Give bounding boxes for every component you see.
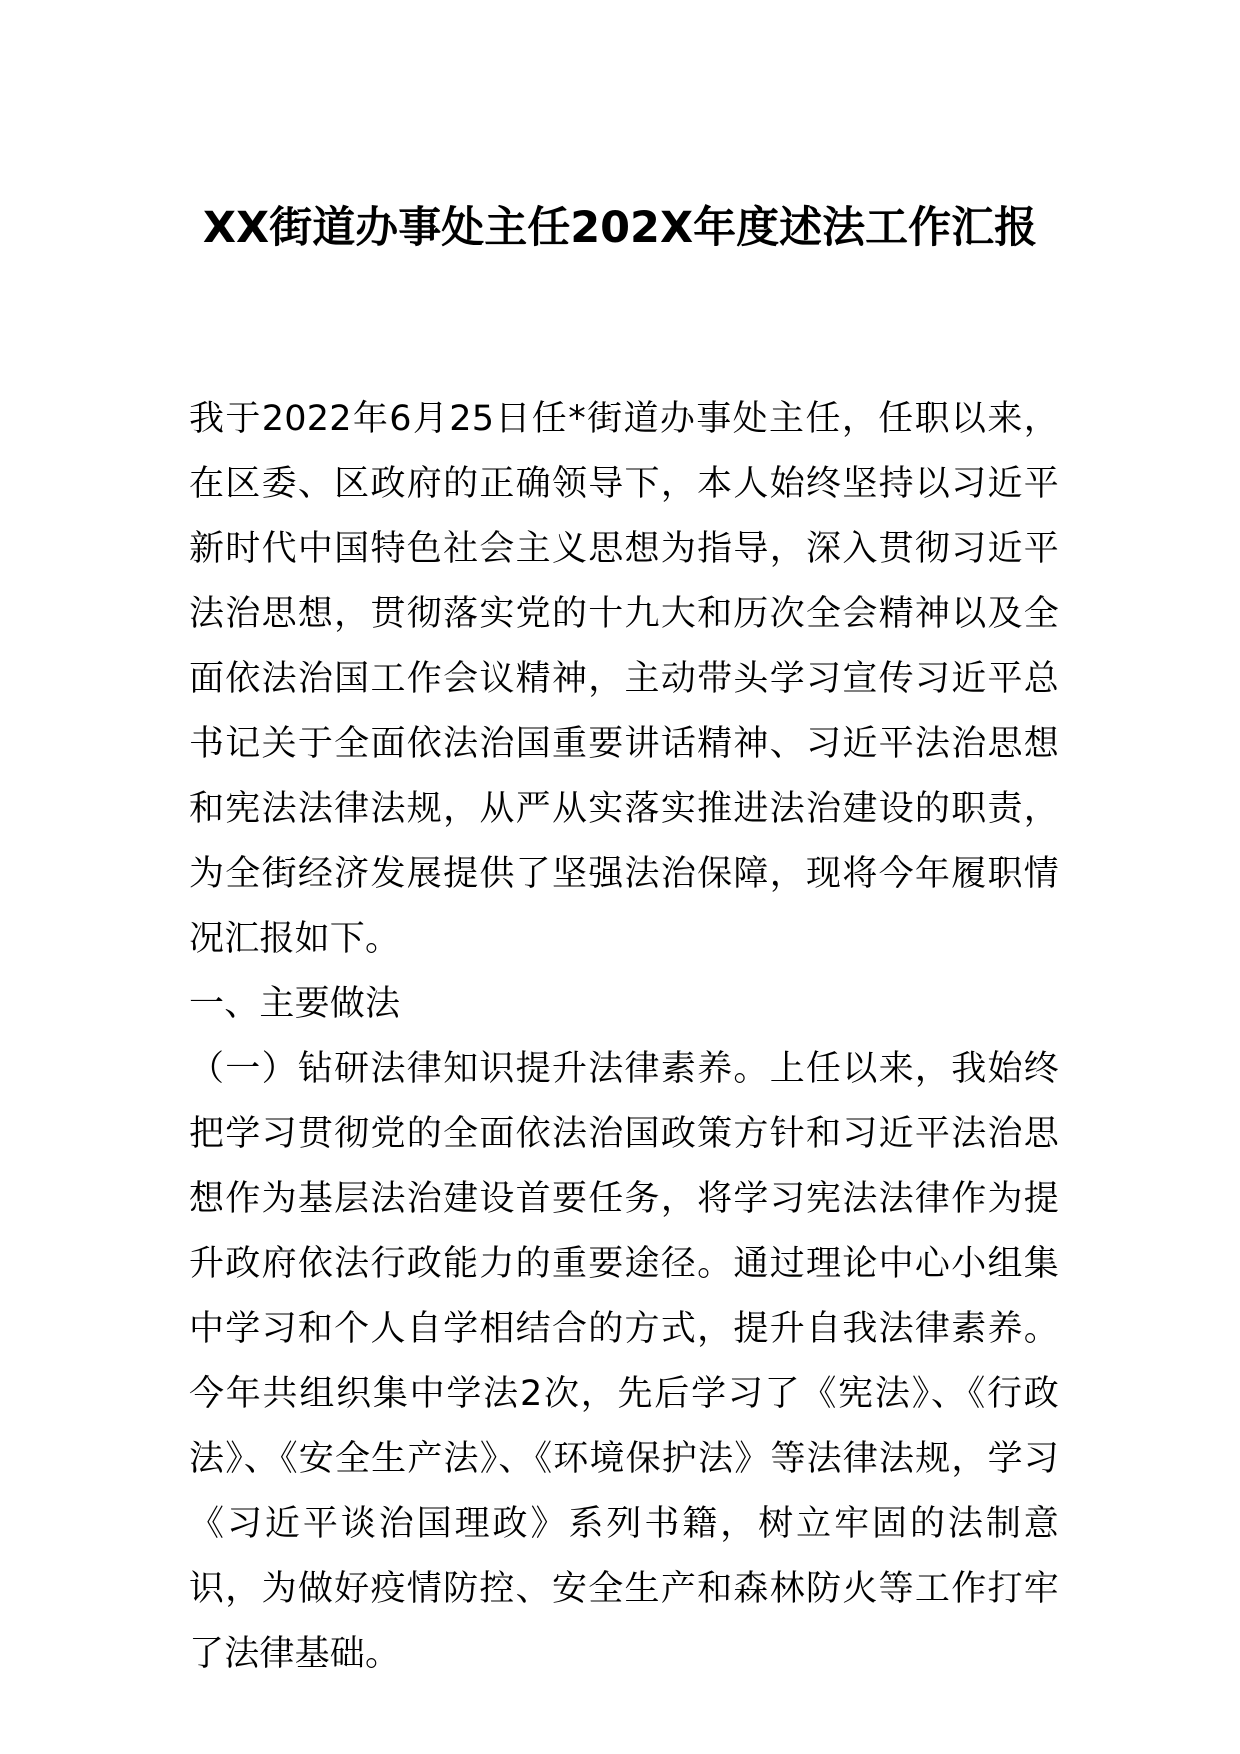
- subsection-paragraph: （一）钻研法律知识提升法律素养。上任以来，我始终把学习贯彻党的全面依法治国政策方针和习近平法治思想作为基层法治建设首要任务，将学习宪法法律作为提升政府依法行政能力的重要途径。通过理论中心小组集中学习和个人自学相结合的方式，提升自我法律素养。今年共组织集中学法2次，先后学习了《宪法》、《行政法》、《安全生产法》、《环境保护法》等法律法规，学习《习近平谈治国理政》系列书籍，树立牢固的法制意识，为做好疫情防控、安全生产和森林防火等工作打牢了法律基础。: [189, 1049, 1059, 1674]
- document-body: [189, 387, 1059, 1687]
- document-title: XX街道办事处主任202X年度述法工作汇报: [202, 203, 1038, 253]
- intro-paragraph: 我于2022年6月25日任*街道办事处主任，任职以来，在区委、区政府的正确领导下，本人始终坚持以习近平新时代中国特色社会主义思想为指导，深入贯彻习近平法治思想，贯彻落实党的十九大和历次全会精神以及全面依法治国工作会议精神，主动带头学习宣传习近平总书记关于全面依法治国重要讲话精神、习近平法治思想和宪法法律法规，从严从实落实推进法治建设的职责，为全街经济发展提供了坚强法治保障，现将今年履职情况汇报如下。: [189, 399, 1059, 959]
- section-heading: 一、主要做法: [189, 984, 401, 1024]
